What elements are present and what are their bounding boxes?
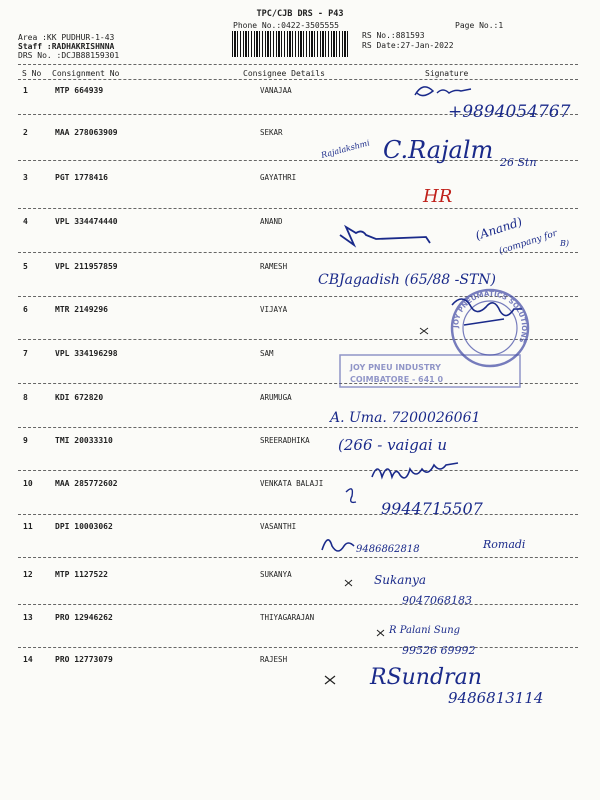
cross-mark — [377, 630, 384, 636]
handwritten-signature: R Palani Sung — [389, 625, 461, 636]
row-consignment: KDI 672820 — [55, 393, 104, 402]
handwritten-signature: C.Rajalm — [383, 136, 494, 164]
handwritten-phone: 9944715507 — [381, 499, 483, 518]
signature-scribble — [340, 227, 430, 245]
handwritten-initials: HR — [423, 186, 453, 207]
cross-mark — [420, 328, 428, 334]
row-sno: 4 — [23, 217, 28, 226]
signature-scribble — [322, 540, 354, 551]
rectangular-stamp — [340, 355, 520, 387]
row-sno: 1 — [23, 86, 28, 95]
handwritten-note: 26 Stn — [500, 156, 537, 169]
row-consignee: VIJAYA — [260, 305, 288, 314]
handwritten-note: B) — [560, 239, 569, 248]
row-consignee: SREERADHIKA — [260, 436, 310, 445]
handwritten-note: Rajalakshmi — [320, 138, 371, 160]
cross-mark — [345, 580, 352, 586]
row-consignment: DPI 10003062 — [55, 522, 113, 531]
handwritten-note: (company for — [497, 228, 559, 257]
row-sno: 10 — [23, 479, 33, 488]
col-consignment: Consignment No — [52, 69, 120, 78]
staff-label: Staff :RADHAKRISHNNA — [18, 42, 115, 51]
row-consignment: TMI 20033310 — [55, 436, 113, 445]
handwritten-name-phone: A. Uma. 7200026061 — [330, 410, 481, 426]
row-sno: 14 — [23, 655, 33, 664]
row-consignment: VPL 334474440 — [55, 217, 118, 226]
col-sno: S No — [22, 69, 42, 78]
row-sno: 11 — [23, 522, 33, 531]
handwritten-signature: CBJagadish (65/88 -STN) — [318, 272, 496, 288]
row-consignment: PRO 12946262 — [55, 613, 113, 622]
col-consignee: Consignee Details — [243, 69, 325, 78]
rs-number: RS No.:881593 — [362, 31, 425, 40]
row-consignee: VENKATA BALAJI — [260, 479, 324, 488]
row-consignee: SAM — [260, 349, 274, 358]
row-consignee: SUKANYA — [260, 570, 292, 579]
stamp-line-2: COIMBATORE - 641 0 — [350, 375, 444, 384]
cross-mark — [325, 676, 335, 684]
area-label: Area :KK PUDHUR-1-43 — [18, 33, 115, 42]
row-sno: 13 — [23, 613, 33, 622]
signature-scribble — [415, 87, 471, 96]
handwritten-note: (Anand) — [473, 214, 524, 243]
row-sno: 5 — [23, 262, 28, 271]
row-consignee: ARUMUGA — [260, 393, 292, 402]
row-consignee: VASANTHI — [260, 522, 297, 531]
row-sno: 12 — [23, 570, 33, 579]
row-consignment: MTR 2149296 — [55, 305, 108, 314]
handwritten-phone: +9894054767 — [448, 102, 571, 122]
handwritten-phone: 9486813114 — [448, 689, 544, 707]
handwritten-phone: 9486862818 — [356, 544, 420, 555]
row-consignment: MTP 664939 — [55, 86, 104, 95]
seal-text: JOY PNEUMATICS SOLUTIONS — [451, 289, 529, 344]
row-consignee: RAJESH — [260, 655, 288, 664]
row-sno: 7 — [23, 349, 28, 358]
row-sno: 3 — [23, 173, 28, 182]
row-consignment: PRO 12773079 — [55, 655, 113, 664]
row-consignee: SEKAR — [260, 128, 283, 137]
page-number: Page No.:1 — [455, 21, 504, 30]
row-sno: 6 — [23, 305, 28, 314]
row-consignment: PGT 1778416 — [55, 173, 108, 182]
handwritten-signature: Sukanya — [374, 573, 427, 587]
row-sno: 2 — [23, 128, 28, 137]
phone-number: Phone No.:0422-3505555 — [233, 21, 339, 30]
row-consignment: MAA 285772602 — [55, 479, 118, 488]
stamp-line-1: JOY PNEU INDUSTRY — [350, 363, 441, 372]
rs-date: RS Date:27-Jan-2022 — [362, 41, 454, 50]
row-consignee: RAMESH — [260, 262, 288, 271]
row-consignment: MAA 278063909 — [55, 128, 118, 137]
row-consignee: ANAND — [260, 217, 283, 226]
row-consignment: VPL 211957859 — [55, 262, 118, 271]
svg-text:JOY PNEUMATICS SOLUTIONS — [452, 290, 528, 344]
row-consignee: VANAJAA — [260, 86, 292, 95]
signature-scribble — [346, 489, 356, 503]
drs-number: DRS No. :DCJB88159301 — [18, 51, 120, 60]
handwritten-note: Romadi — [483, 538, 526, 551]
document-title: TPC/CJB DRS - P43 — [256, 9, 344, 19]
row-consignment: MTP 1127522 — [55, 570, 108, 579]
handwritten-signature: RSundran — [370, 665, 482, 690]
row-consignee: GAYATHRI — [260, 173, 297, 182]
row-consignment: VPL 334196298 — [55, 349, 118, 358]
handwritten-phone: 9047068183 — [402, 594, 472, 607]
handwritten-phone: 99526 69992 — [402, 644, 476, 657]
row-sno: 9 — [23, 436, 28, 445]
col-signature: Signature — [425, 69, 469, 78]
signature-scribble — [372, 463, 458, 478]
handwritten-note: (266 - vaigai u — [338, 436, 448, 454]
row-sno: 8 — [23, 393, 28, 402]
row-consignee: THIYAGARAJAN — [260, 613, 315, 622]
